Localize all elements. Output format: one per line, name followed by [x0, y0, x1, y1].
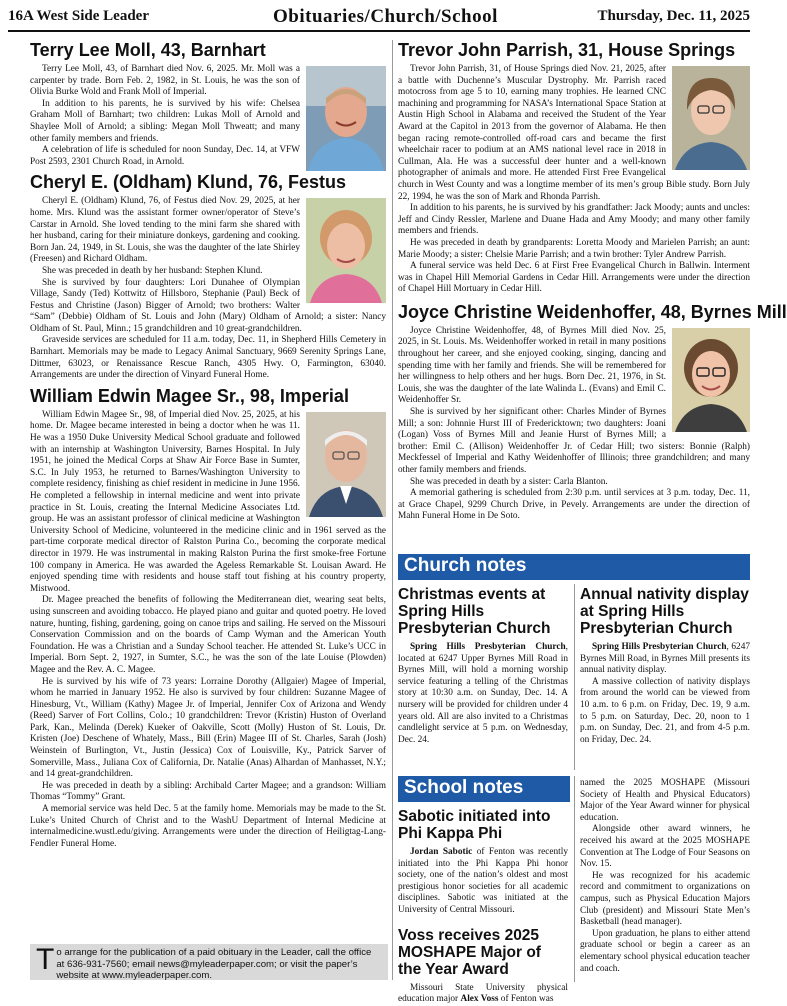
school-note-body: of Fenton was — [498, 994, 554, 1005]
obituary-moll — [30, 40, 386, 168]
obituary-paragraph: She was preceded in death by her husband: Stephen Klund. — [42, 265, 263, 276]
obituary-paragraph: Dr. Magee preached the benefits of following the Mediterranean diet, wearing seat belts, using sunscreen and avoiding tobacco. He played piano and guitar and quoted poetry. He loved nature, hunting, fishing, gardening, going on canoe trips and sailing. He served on the Missouri Conservation Commission and on the boards of Camp Wyman and the American Youth Foundation. He was a Christian and a Sunday School teacher. He attended St. Luke’s UCC in Imperial. Born Sept. 2, 1927, in Sumter, S.C., he was the son of the late Louise (Plowden) Magee and the Rev. A. C. Magee. — [30, 595, 386, 675]
left-column — [30, 40, 386, 940]
school-note-body: He was recognized for his academic record and commitment to organizations on campus, such as Physical Education Majors Club (president) and Missouri State Men’s Basketball (head manager). — [580, 870, 750, 928]
notice-text: o arrange for the publication of a paid obituary in the Leader, call the office at 636-931-7560; email news@myleaderpaper.com; or visit the paper’s website at www.myleaderpaper.com. — [56, 947, 372, 981]
obituary-headline: Trevor John Parrish, 31, House Springs — [398, 40, 736, 60]
klund-photo — [306, 198, 386, 303]
obituary-magee — [30, 386, 386, 851]
church-note-2 — [580, 582, 750, 746]
obituary-paragraph: A celebration of life is scheduled for noon Sunday, Dec. 14, at VFW Post 2593, 2301 Church Road, in Arnold. — [30, 145, 300, 167]
obituary-klund — [30, 172, 386, 382]
obituary-paragraph: A memorial gathering is scheduled from 2:30 p.m. until services at 3 p.m. today, Dec. 11, at Grace Chapel, 9299 Church Drive, in Pevely. Arrangements are under the direction of Mahn Funeral Home in De Soto. — [398, 488, 750, 522]
notice-dropcap: T — [36, 943, 55, 976]
obituary-weidenhoffer — [398, 301, 787, 523]
school-note-body: named the 2025 MOSHAPE (Missouri Society of Health and Physical Educators) Major of the Year Award winner for physical education. — [580, 778, 750, 823]
school-note-lead: Alex Voss — [460, 994, 499, 1005]
church-note-lead: Spring Hills Presbyterian Church — [410, 642, 566, 652]
school-note-body: of Fenton was recently initiated into the Phi Kappa Phi honor society, one of the nation’s oldest and most prestigious honor societies for all academic disciplines. Sabotic was initiated at the University of Central Missouri. — [398, 847, 568, 915]
school-note-headline: Voss receives 2025 MOSHAPE Major of the Year Award — [398, 926, 541, 978]
obituary-paragraph: Graveside services are scheduled for 11 a.m. today, Dec. 11, in Shepherd Hills Cemetery in Barnhart. Memorials may be made to Legacy Animal Sanctuary, 9669 Serenity Springs Lane, Dittmer, 63023, or Renaissance Rescue Ranch, 4305 Hwy. O, Farmington, 63040. Arrangements are under the direction of Vinyard Funeral Home. — [30, 335, 386, 381]
obituary-parrish — [398, 40, 750, 296]
obituary-paragraph: Terry Lee Moll, 43, of Barnhart died Nov. 6, 2025. Mr. Moll was a carpenter by trade. Born Feb. 2, 1982, in St. Louis, he was the son of Olivia Burke Wold and Frank Moll of Imperial. — [30, 64, 300, 98]
school-note-lead: Jordan Sabotic — [410, 847, 473, 857]
obituary-notice — [30, 944, 388, 980]
column-divider — [574, 584, 575, 770]
obituary-paragraph: In addition to his parents, he is survived by his wife: Chelsea Graham Moll of Barnhart; two children: Lukas Moll of Arnold and Shaylee Moll of Arnold; a sibling: Megan Moll Thweatt; and many other family members and friends. — [30, 98, 300, 144]
obituary-paragraph: He was preceded in death by grandparents: Loretta Moody and Marielen Parrish; an aunt: Marie Moody; a sister: Chelsie Marie Parrish; and a twin brother: Tyler Andrew Parrish. — [398, 237, 750, 260]
school-note-body: Upon graduation, he plans to either attend graduate school or begin a career as an elementary school physical education teacher and coach. — [580, 928, 750, 974]
page-header — [8, 4, 750, 32]
obituary-headline: Terry Lee Moll, 43, Barnhart — [30, 40, 266, 60]
church-note-headline: Christmas events at Spring Hills Presbyterian Church — [398, 586, 551, 637]
school-notes-header: School notes — [398, 776, 570, 802]
school-note-headline: Sabotic initiated into Phi Kappa Phi — [398, 808, 551, 842]
school-notes-section — [398, 776, 750, 1005]
section-title: Obituaries/Church/School — [273, 6, 498, 27]
obituary-paragraph: She is survived by her significant other: Charles Minder of Byrnes Mill; a son: Johnnie Hurst III of Fredericktown; two daughters: Joani (Logan) Voss of Byrnes Mill and Jeanie Hurst of Byrnes Mill; a brother: Emil C. (Allison) Weidenhoffer Jr. of Cedar Hill; two sisters: Bonnie (Ralph) Meckfessel of Imperial and Kathy Weidenhoffer of Illinois; three grandchildren; and many other family members and friends. — [398, 407, 750, 475]
church-note-body: A massive collection of nativity displays from around the world can be viewed from 10 a.m. to 6 p.m. on Friday, Dec. 19, 9 a.m. to 5 p.m. on Saturday, Dec. 20, noon to 1 p.m. on Sunday, Dec. 21, and from 4-5 p.m. on Friday, Dec. 24. — [580, 676, 750, 745]
obituary-paragraph: A memorial service was held Dec. 5 at the family home. Memorials may be made to the St. Luke’s United Church of Christ and to the WashU Department of Internal Medicine at internalmedicine.wustl.edu/giving. Arrangements were under the direction of Heiligtag-Lang-Fendler Funeral Home. — [30, 804, 386, 849]
column-divider — [574, 776, 575, 982]
church-note-body: , located at 6247 Upper Byrnes Mill Road in Byrnes Mill, will hold a morning worship service featuring a telling of the Christmas story at 10:30 a.m. on Sunday, Dec. 14. A nursery will be provided for children under 4 years old. All are also invited to a Christmas candlelight service at 5 p.m. on Wednesday, Dec. 24. — [398, 642, 568, 745]
parrish-photo — [672, 66, 750, 170]
obituary-paragraph: William Edwin Magee Sr., 98, of Imperial died Nov. 25, 2025, at his home. Dr. Magee became interested in being a doctor when he was 11. He was a 1950 Duke University Medical School graduate and followed with an internship at Washington University, Barnes Hospital. In July 1951, he joined the Medical Corps at Shaw Air Force Base in Sumter, S.C. In July 1953, he returned to Barnes/Washington University to complete residency, finishing as chief resident in medicine in June 1956. He completed a fellowship in internal medicine and went into private practice in St. Louis, creating the Internal Medicine Associates Ltd. group. He was an assistant professor of clinical medicine at Washington University School of Medicine, volunteered in the medicine clinic and in 1961 served as the part-time corporate medical director of Ralston Purina Co., becoming the corporate medical director in 1979. He was instrumental in making Ralston Purina the first smoke-free Fortune 100 company in America. He was awarded the Ageless Remarkable St. Louisan Award. He enjoyed spending time with residents and house staff tout fishing at his country property, Mistwood. — [30, 409, 386, 594]
column-divider — [392, 40, 393, 980]
obituary-paragraph: Joyce Christine Weidenhoffer, 48, of Byrnes Mill died Nov. 25, 2025, in St. Louis. Ms. Weidenhoffer worked in retail in many positions throughout her career, and she enjoyed cooking, singing, dancing and spending time with her family and friends. She will be remembered for her willingness to help others and her hugs. Born Dec. 21, 1976, in St. Louis, she was the daughter of the late Walinda L. (Evans) and Emil C. Weidenhoffer Sr. — [398, 325, 666, 406]
church-note-body: , 6247 Byrnes Mill Road, in Byrnes Mill presents its annual nativity display. — [580, 642, 751, 676]
church-notes-section — [398, 554, 750, 772]
obituary-paragraph: He is survived by his wife of 73 years: Lorraine Dorothy (Allgaier) Magee of Imperial, whom he married in January 1952. He also is survived by four children: Suzanne Magee of Hinesburg, Vt., William (Kathy) Magee Jr. of Imperial, Jennifer Cox of Arizona and Wendy (Reed) Sarver of Fort Collins, Colo.; 10 grandchildren: Trevor (Kristin) Huston of Overland Park, Kan., Melinda (Derek) Kueker of Oakville, Scott (Molly) Huston of St. Louis, Dr. Kristen (Joe) Deschene of Whately, Mass., Bill (Erin) Magee III of St. Charles, Sarah (Josh) Weinstein of Burlington, Vt., Justin (Jessica) Cox of Louisville, Ky., Patrick Sarver of Somerville, Mass., Juliana Cox of California, Dr. Natalie (Anas) Alhardan of Manhasset, N.Y.; and 14 great-grandchildren. — [30, 676, 386, 780]
obituary-paragraph: Trevor John Parrish, 31, of House Springs died Nov. 21, 2025, after a battle with Duchenne’s Muscular Dystrophy. Mr. Parrish raced motocross from age 5 to 10, earning many trophies. He learned CNC machining and programming for NASA’s International Space Station at Austin High School in Alabama and received the Student of the Year Award at the Capitol in 2013 from the governor of Alabama. He then began racing remote-controlled off-road cars and became the first wheelchair racer to podium at an AMS national level race in 2018 in Cullman, Ala. He was a successful deer hunter and a well-known photographer of animals and more. He attended First Free Evangelical church in West County and was a longtime member of its men’s group Bible study. Born July 22, 1994, he was the son of Mark and Rhonda Parrish. — [398, 64, 750, 202]
school-note-body: Alongside other award winners, he received his award at the 2025 MOSHAPE Convention at The Lodge of Four Seasons on Nov. 15. — [580, 824, 750, 870]
obituary-paragraph: She was preceded in death by a sister: Carla Blanton. — [410, 476, 608, 487]
church-note-headline: Annual nativity display at Spring Hills Presbyterian Church — [580, 586, 749, 637]
school-note-2-continued — [580, 778, 750, 975]
church-note-lead: Spring Hills Presbyterian Church — [592, 642, 727, 652]
obituary-paragraph: He was preceded in death by a sibling: Archibald Carter Magee; and a grandson: William Thomas “Tommy” Grant. — [30, 780, 386, 803]
school-note-body: Missouri State University physical education major — [398, 982, 568, 1005]
obituary-paragraph: In addition to his parents, he is survived by his grandfather: Jack Moody; aunts and uncles: Jeff and Cindy Ressler, Marlene and Duane Hada and Amy Moody; and many other family members and friends. — [398, 203, 750, 237]
church-notes-header: Church notes — [398, 554, 750, 580]
obituary-headline: William Edwin Magee Sr., 98, Imperial — [30, 385, 349, 406]
obituary-paragraph: She is survived by four daughters: Lori Dunahee of Olympian Village, Sandy (Ted) Kottwitz of Hillsboro, Stephanie (Paul) Beck of Festus and Christine (Jason) Bigger of Arnold; two brothers: Walter “Sam” (Debbie) Oldham of St. Louis and John (Mary) Oldham of Arnold; a sister: Nancy Oldham of St. Paul, Minn.; 15 grandchildren and 10 great-grandchildren. — [30, 277, 386, 334]
right-column — [398, 40, 787, 550]
page-label: 16A West Side Leader — [8, 8, 149, 24]
moll-photo — [306, 66, 386, 171]
issue-date: Thursday, Dec. 11, 2025 — [597, 8, 750, 24]
weidenhoffer-photo — [672, 328, 750, 432]
obituary-paragraph: Cheryl E. (Oldham) Klund, 76, of Festus died Nov. 29, 2025, at her home. Mrs. Klund was the assistant former owner/operator of Steve’s Carstar in Arnold. She loved tending to the mini farm she shared with her husband, caring for their miniature donkeys, gardening and cooking. Born Jan. 24, 1949, in St. Louis, she was the daughter of the late Shirley (Freesen) and Richard Oldham. — [30, 196, 300, 265]
magee-photo — [306, 412, 386, 517]
obituary-headline: Cheryl E. (Oldham) Klund, 76, Festus — [30, 172, 347, 193]
obituary-paragraph: A funeral service was held Dec. 6 at First Free Evangelical Church in Ballwin. Interment was in Chapel Hill Memorial Gardens in Cedar Hill. Arrangements were under the direction of Chapel Hill Mortuary in Cedar Hill. — [398, 261, 750, 295]
school-note-1 — [398, 804, 568, 1006]
obituary-headline: Joyce Christine Weidenhoffer, 48, Byrnes Mill — [398, 301, 787, 322]
church-note-1 — [398, 582, 568, 746]
